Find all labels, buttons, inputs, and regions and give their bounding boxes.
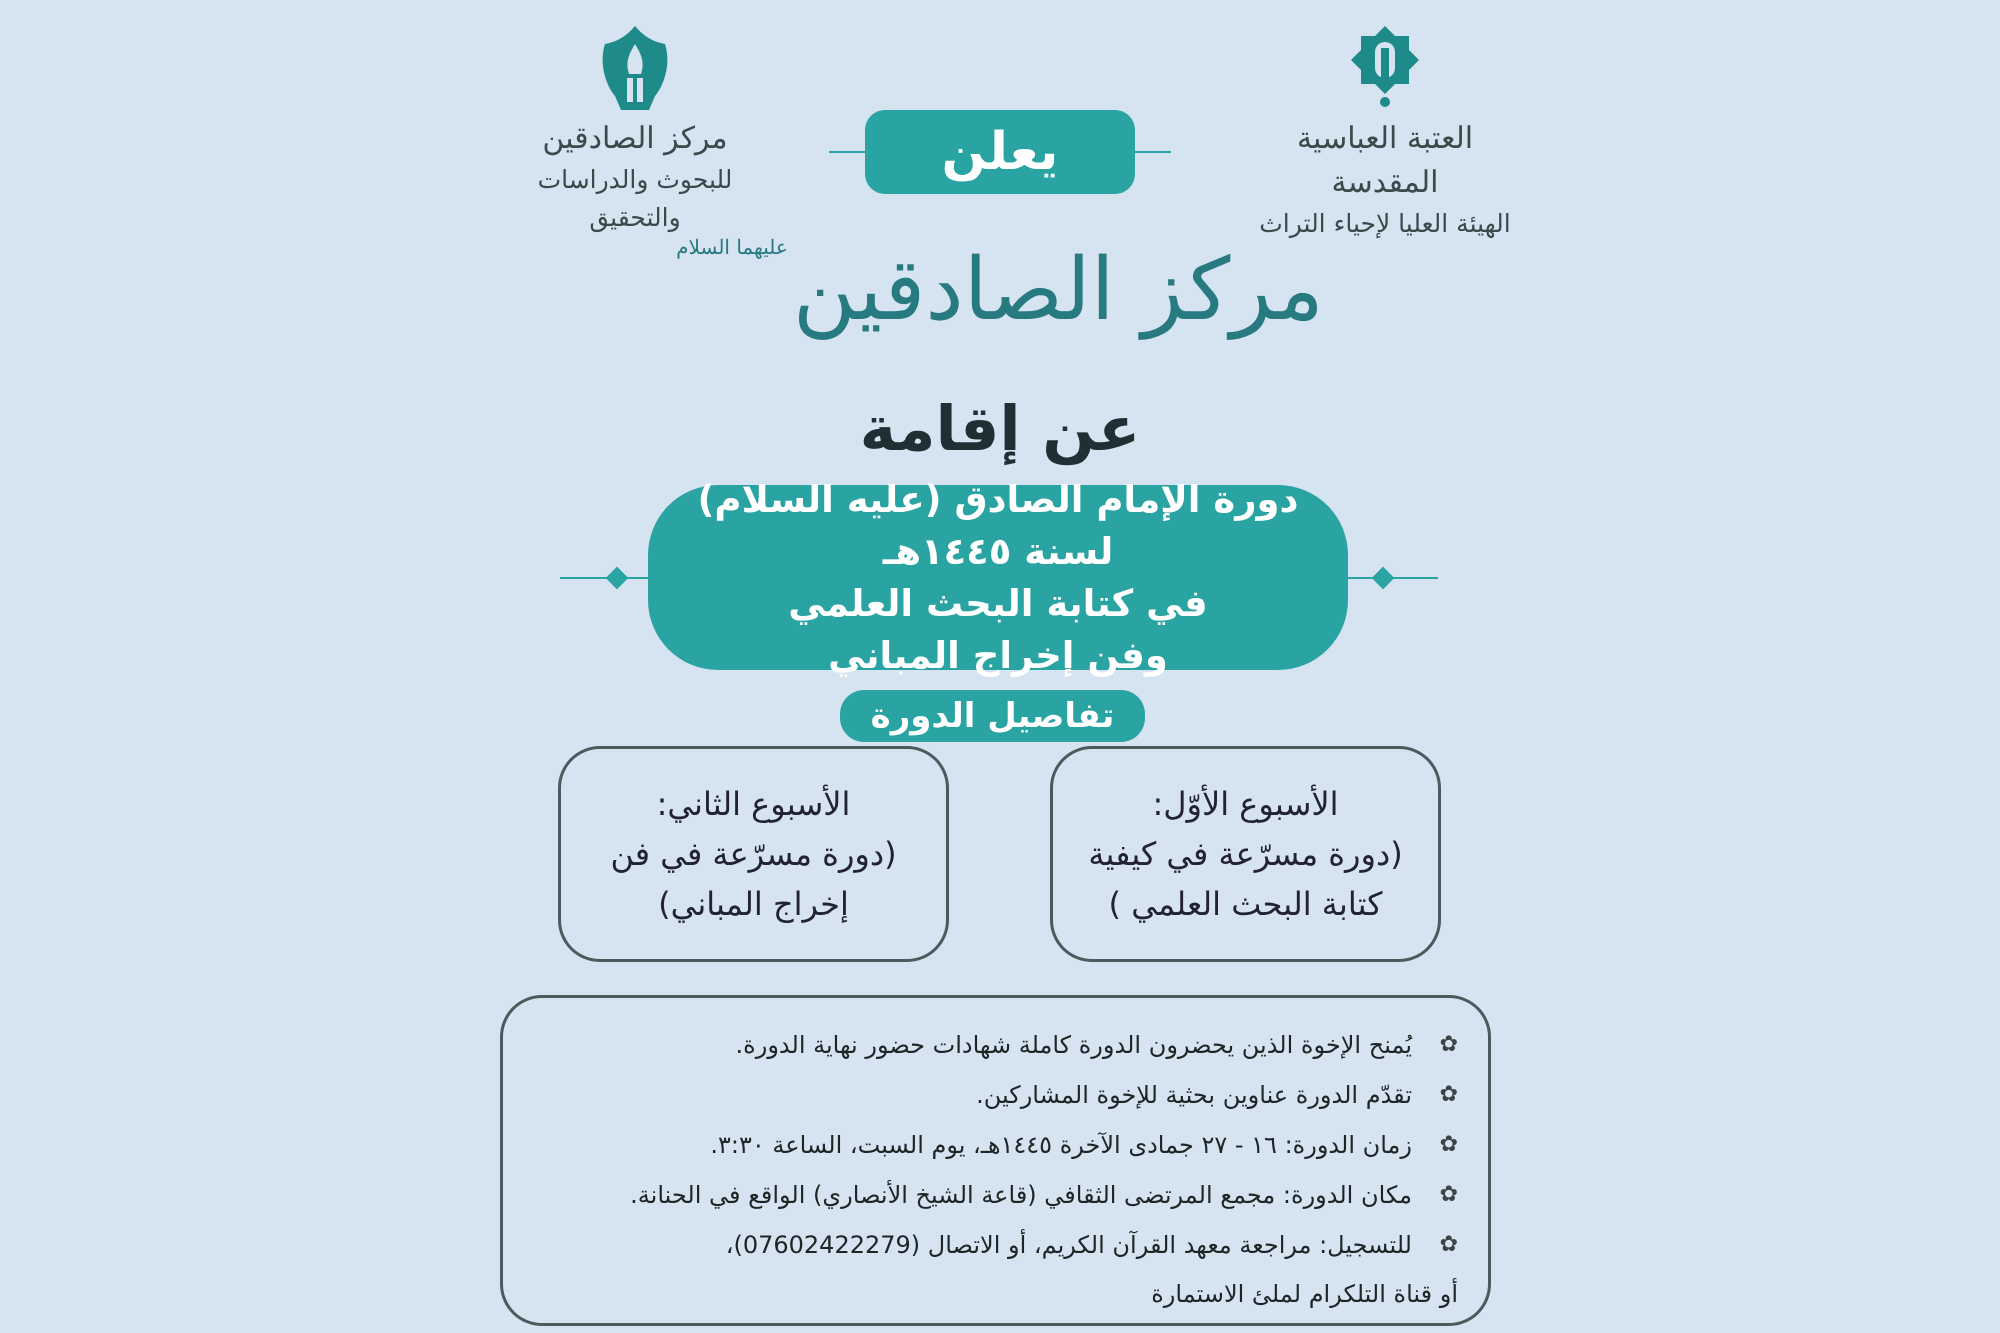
book-flame-emblem-icon <box>593 22 677 117</box>
banner-ornament-right-line <box>1348 577 1438 579</box>
week1-box <box>1050 746 1441 962</box>
week1-line1: (دورة مسرّعة في كيفية <box>1088 835 1403 873</box>
week2-title: الأسبوع الثاني: <box>656 785 851 823</box>
flower-bullet-icon: ✿ <box>1439 1132 1458 1157</box>
info-item: ✿ يُمنح الإخوة الذين يحضرون الدورة كاملة شهادات حضور نهاية الدورة. <box>543 1020 1458 1070</box>
week1-title: الأسبوع الأوّل: <box>1152 785 1339 823</box>
right-logo <box>1255 22 1515 243</box>
flower-bullet-icon: ✿ <box>1439 1082 1458 1107</box>
flower-bullet-icon: ✿ <box>1439 1182 1458 1207</box>
flower-bullet-icon: ✿ <box>1439 1032 1458 1057</box>
info-item: ✿ تقدّم الدورة عناوين بحثية للإخوة المشاركين. <box>543 1070 1458 1120</box>
right-logo-line2: الهيئة العليا لإحياء التراث <box>1259 209 1511 238</box>
info-item: ✿ زمان الدورة: ١٦ - ٢٧ جمادى الآخرة ١٤٤٥هـ، يوم السبت، الساعة ٣:٣٠. <box>543 1120 1458 1170</box>
shrine-emblem-icon <box>1345 22 1425 117</box>
center-name: مركز الصادقين <box>792 240 1324 340</box>
course-banner <box>648 477 1348 677</box>
week2-line1: (دورة مسرّعة في فن <box>610 835 897 873</box>
week2-line2: إخراج المباني) <box>658 885 849 923</box>
subtitle: عن إقامة <box>859 392 1141 465</box>
course-banner-line1: دورة الإمام الصادق (عليه السلام) لسنة ١٤٤٥هـ <box>697 477 1299 573</box>
badge-ornament-right <box>1135 151 1171 153</box>
info-item: ✿ للتسجيل: مراجعة معهد القرآن الكريم، أو الاتصال (07602422279)، <box>543 1220 1458 1270</box>
banner-ornament-left-line <box>560 577 650 579</box>
left-logo-line2: للبحوث والدراسات والتحقيق <box>537 165 733 232</box>
flower-bullet-icon: ✿ <box>1439 1232 1458 1257</box>
center-name-title <box>0 235 2000 345</box>
course-banner-line3: وفن إخراج المباني <box>828 633 1168 677</box>
info-list <box>503 998 1488 1270</box>
center-honorific: عليهما السلام <box>676 235 788 259</box>
details-label: تفاصيل الدورة <box>840 690 1145 742</box>
info-item: ✿ مكان الدورة: مجمع المرتضى الثقافي (قاعة الشيخ الأنصاري) الواقع في الحنانة. <box>543 1170 1458 1220</box>
week1-line2: كتابة البحث العلمي ) <box>1108 885 1383 923</box>
announce-badge: يعلن <box>865 110 1135 194</box>
badge-ornament-left <box>829 151 865 153</box>
left-logo <box>505 22 765 237</box>
left-logo-line1: مركز الصادقين <box>542 121 728 156</box>
week2-box <box>558 746 949 962</box>
info-box <box>500 995 1491 1326</box>
course-banner-line2: في كتابة البحث العلمي <box>788 581 1208 625</box>
right-logo-line1: العتبة العباسية المقدسة <box>1296 121 1474 200</box>
info-tail: أو قناة التلكرام لملئ الاستمارة <box>1151 1280 1458 1308</box>
